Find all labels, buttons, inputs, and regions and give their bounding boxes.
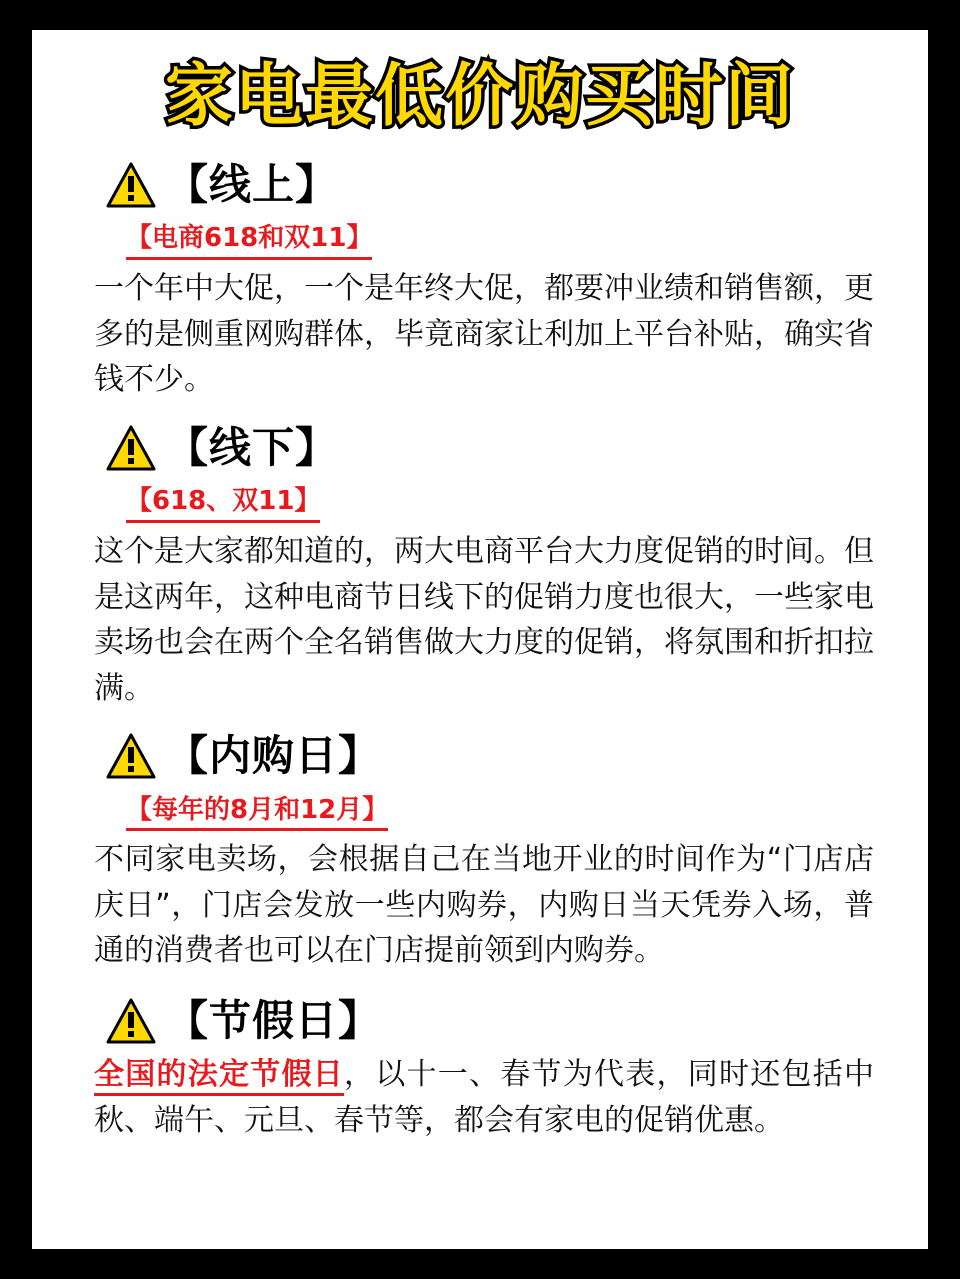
- section-title: 【线上】: [166, 160, 339, 210]
- section-body: [94, 1052, 874, 1143]
- section-sub-label: 全国的法定节假日: [94, 1057, 344, 1096]
- page-title: 家电最低价购买时间: [164, 57, 795, 136]
- section-heading-row: [106, 998, 902, 1044]
- section-body: 不同家电卖场，会根据自己在当地开业的时间作为“门店店庆日”，门店会发放一些内购券，内购日当天凭券入场，普通的消费者也可以在门店提前领到内购券。: [94, 842, 874, 969]
- section-sub-label: 【618、双11】: [126, 485, 320, 523]
- section-body: 一个年中大促，一个是年终大促，都要冲业绩和销售额，更多的是侧重网购群体，毕竟商家让利加上平台补贴，确实省钱不少。: [94, 271, 874, 398]
- section-title: 【线下】: [166, 422, 339, 472]
- section-heading-row: [106, 422, 902, 472]
- warning-icon: [106, 998, 156, 1044]
- section-online: [58, 162, 902, 403]
- section-body-rest: ，以十一、春节为代表，同时还包括中秋、端午、元旦、春节等，都会有家电的促销优惠。: [94, 1057, 874, 1138]
- section-heading-row: [106, 733, 902, 779]
- section-title: 【内购日】: [166, 731, 382, 781]
- warning-icon: [106, 162, 156, 208]
- section-holidays: [58, 998, 902, 1143]
- note-card: [32, 30, 928, 1249]
- warning-icon: [106, 425, 156, 471]
- warning-icon: [106, 733, 156, 779]
- section-title: 【节假日】: [166, 996, 382, 1046]
- section-sub-label: 【每年的8月和12月】: [126, 794, 388, 832]
- section-internal-purchase-day: [58, 733, 902, 974]
- section-heading-row: [106, 162, 902, 208]
- section-sub-label: 【电商618和双11】: [126, 222, 372, 260]
- section-body: 这个是大家都知道的，两大电商平台大力度促销的时间。但是这两年，这种电商节日线下的促销力度也很大，一些家电卖场也会在两个全名销售做大力度的促销，将氛围和折扣拉满。: [94, 533, 874, 706]
- section-offline: [58, 422, 902, 711]
